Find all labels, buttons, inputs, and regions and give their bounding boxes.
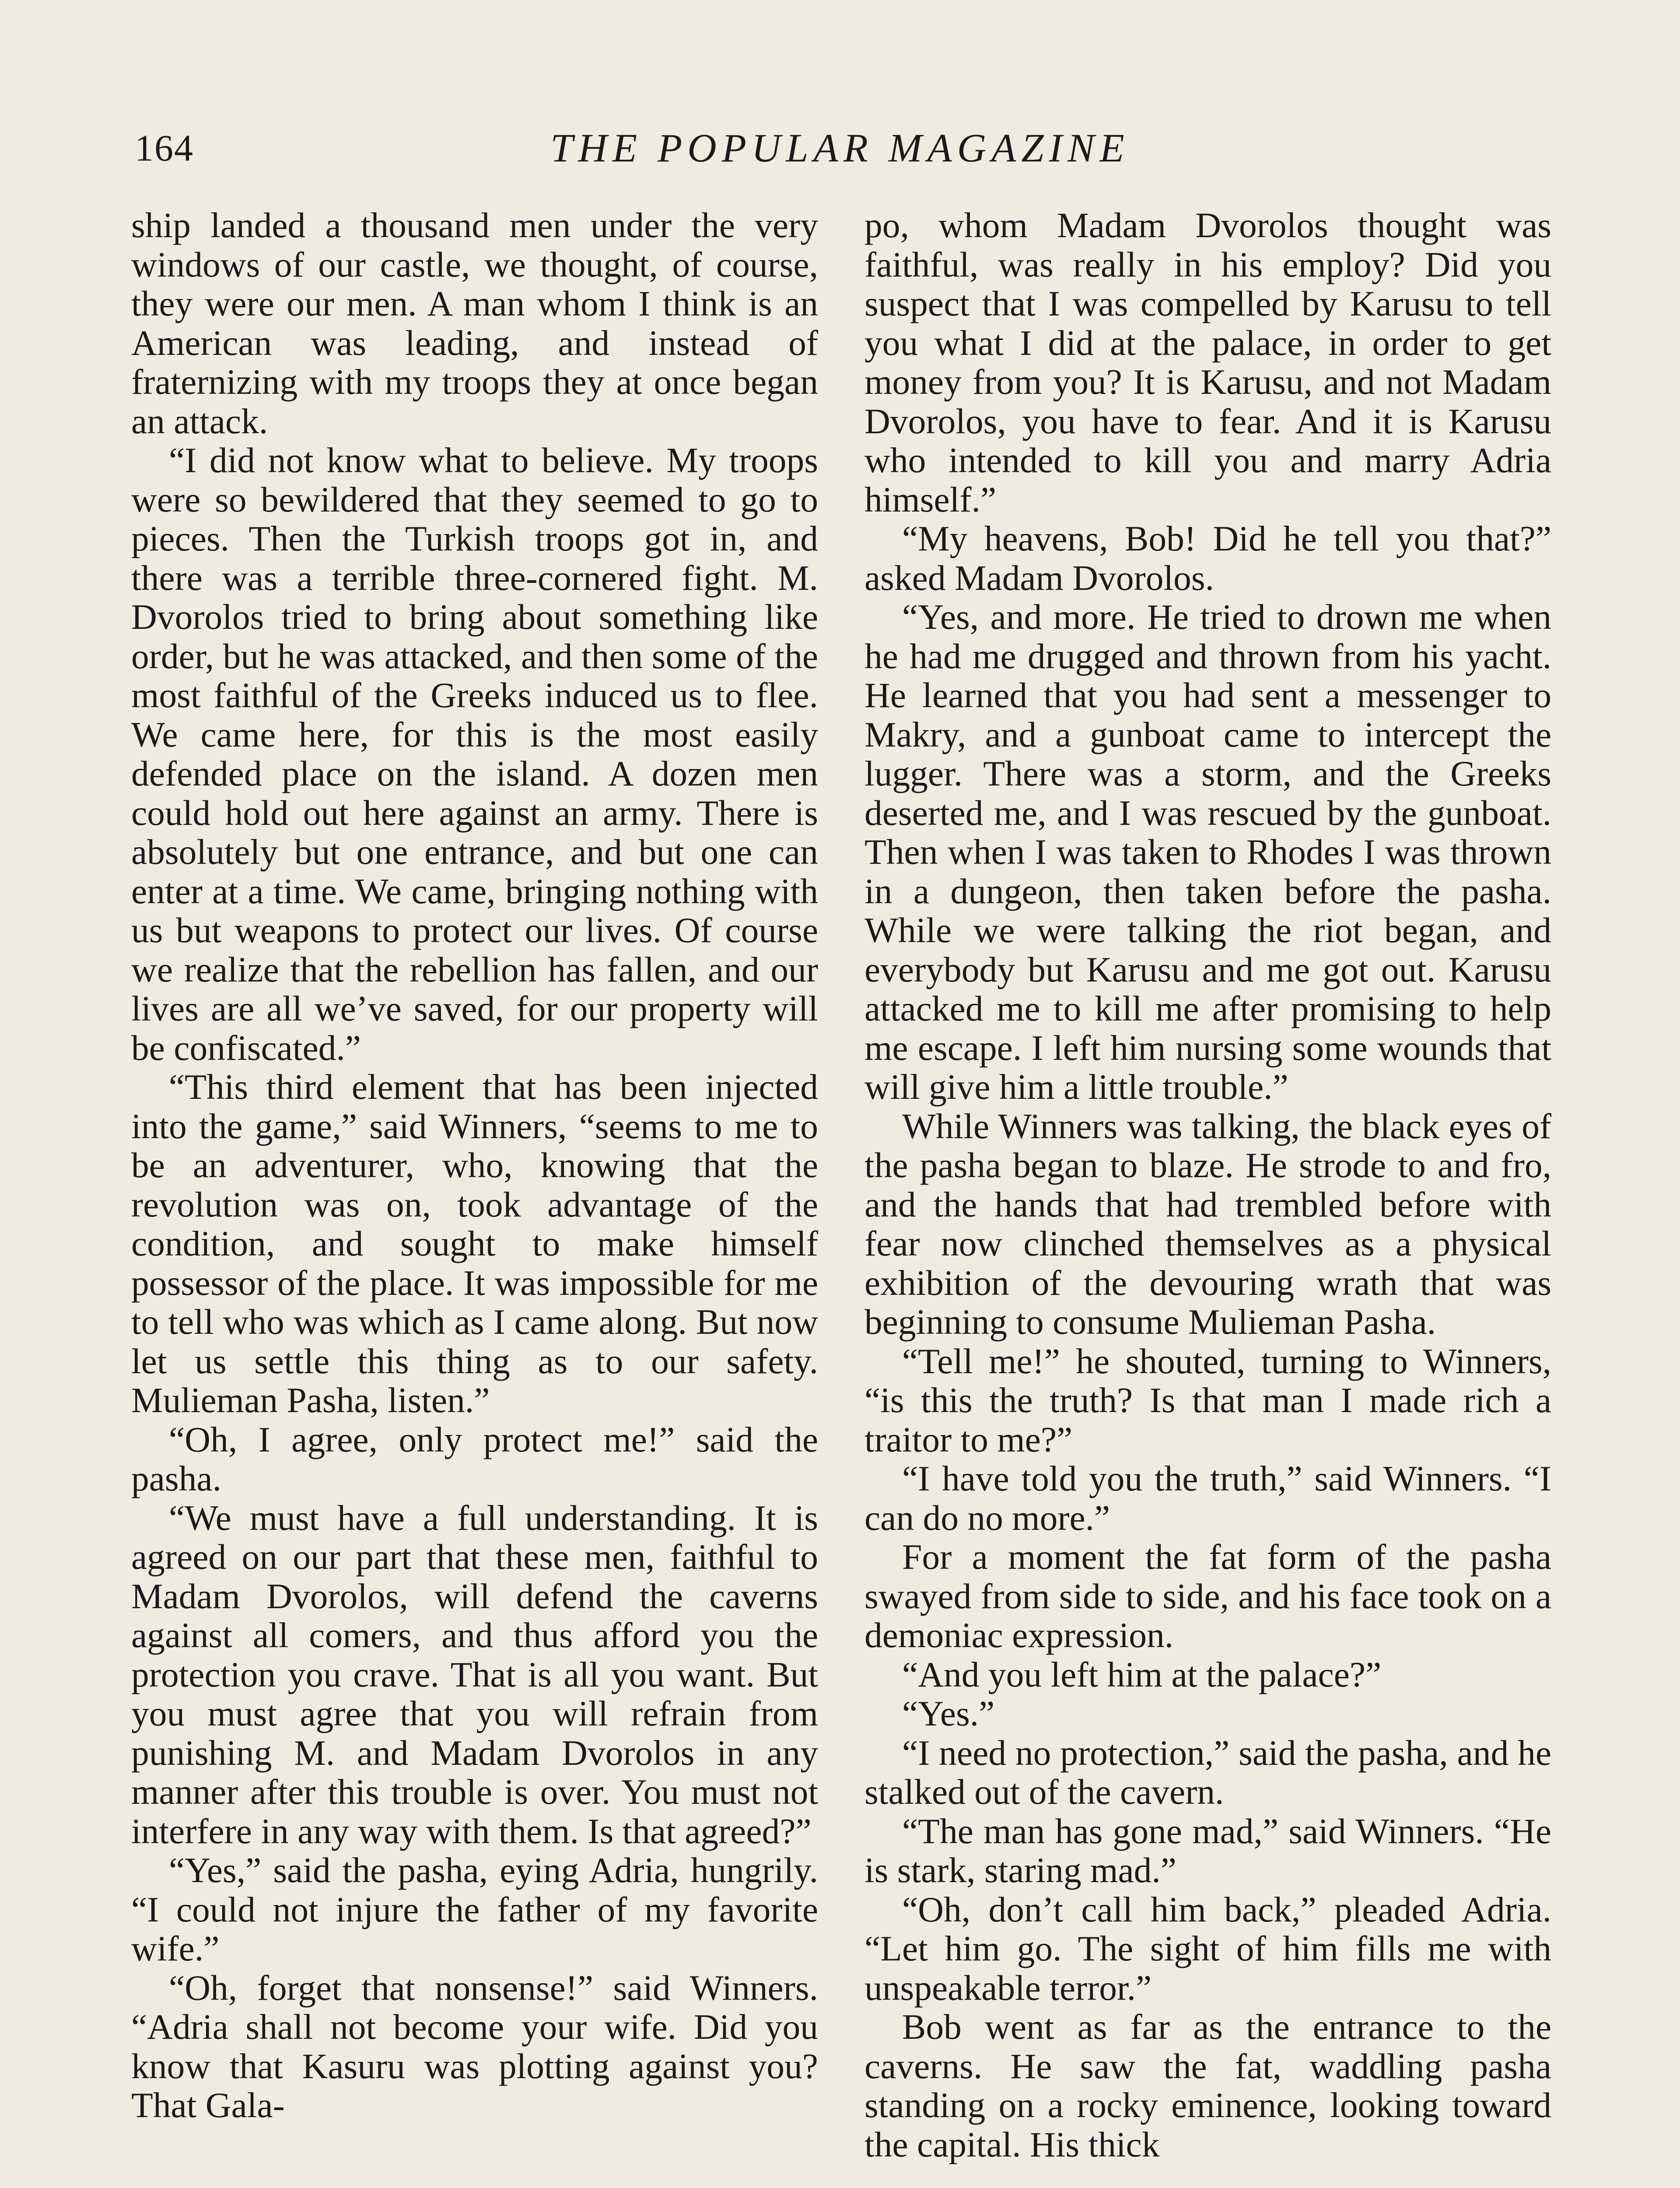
paragraph: While Winners was talking, the black eyes of the pasha began to blaze. He strode to and fro, and the hands that had trembled before with fear now clinched themselves as a physical exhibition of the devouring wrath that was beginning to consume Mulieman Pasha. bbox=[864, 1106, 1551, 1342]
paragraph: For a moment the fat form of the pasha swayed from side to side, and his face took on a demoniac expression. bbox=[864, 1537, 1551, 1655]
magazine-title: THE POPULAR MAGAZINE bbox=[550, 126, 1130, 170]
paragraph: “Yes, and more. He tried to drown me when he had me drugged and thrown from his yacht. He learned that you had sent a messenger to Makry, and a gunboat came to intercept the lugger. There was a storm, and the Greeks deserted me, and I was rescued by the gunboat. Then when I was taken to Rhodes I was thrown in a dungeon, then taken before the pasha. While we were talking the riot began, and everybody but Karusu and me got out. Karusu attacked me to kill me after promising to help me escape. I left him nursing some wounds that will give him a little trouble.” bbox=[864, 597, 1551, 1107]
paragraph: “Oh, forget that nonsense!” said Winners. “Adria shall not become your wife. Did you know that Kasuru was plotting against you? That Gala- bbox=[131, 1967, 818, 2125]
left-column bbox=[131, 206, 818, 2188]
running-head bbox=[131, 117, 1549, 179]
paragraph: “We must have a full understanding. It is agreed on our part that these men, faithful to Madam Dvorolos, will defend the caverns against all comers, and thus afford you the protection you crave. That is all you want. But you must agree that you will refrain from punishing M. and Madam Dvorolos in any manner after this trouble is over. You must not interfere in any way with them. Is that agreed?” bbox=[131, 1497, 818, 1851]
paragraph: “My heavens, Bob! Did he tell you that?” asked Madam Dvorolos. bbox=[864, 519, 1551, 598]
paragraph: po, whom Madam Dvorolos thought was faithful, was really in his employ? Did you suspect that I was compelled by Karusu to tell you what I did at the palace, in order to get money from you? It is Karusu, and not Madam Dvorolos, you have to fear. And it is Karusu who intended to kill you and marry Adria himself.” bbox=[864, 206, 1551, 519]
paragraph: “And you left him at the palace?” bbox=[902, 1654, 1382, 1694]
paragraph: “This third element that has been injected into the game,” said Winners, “seems to me to be an adventurer, who, knowing that the revolution was on, took advantage of the condition, and sought to make himself possessor of the place. It was impossible for me to tell who was which as I came along. But now let us settle this thing as to our safety. Mulieman Pasha, listen.” bbox=[131, 1067, 818, 1420]
paragraph: “I need no protection,” said the pasha, and he stalked out of the cavern. bbox=[864, 1732, 1551, 1812]
paragraph: “Oh, don’t call him back,” pleaded Adria. “Let him go. The sight of him fills me with unspeakable terror.” bbox=[864, 1889, 1551, 2008]
paragraph: “I have told you the truth,” said Winners. “I can do no more.” bbox=[864, 1459, 1551, 1538]
paragraph: Bob went as far as the entrance to the caverns. He saw the fat, waddling pasha standing on a rocky eminence, looking toward the capital. His thick bbox=[864, 2007, 1551, 2164]
page-number: 164 bbox=[135, 127, 194, 169]
paragraph: ship landed a thousand men under the very windows of our castle, we thought, of course, they were our men. A man whom I think is an American was leading, and instead of fraternizing with my troops they at once began an attack. bbox=[131, 206, 818, 441]
right-column bbox=[864, 206, 1551, 2188]
paragraph: “I did not know what to believe. My troops were so bewildered that they seemed to go to pieces. Then the Turkish troops got in, and there was a terrible three-cornered fight. M. Dvorolos tried to bring about something like order, but he was attacked, and then some of the most faithful of the Greeks induced us to flee. We came here, for this is the most easily defended place on the island. A dozen men could hold out here against an army. There is absolutely but one entrance, and but one can enter at a time. We came, bringing nothing with us but weapons to protect our lives. Of course we realize that the rebellion has fallen, and our lives are all we’ve saved, for our property will be confiscated.” bbox=[131, 440, 818, 1068]
paragraph: “Oh, I agree, only protect me!” said the pasha. bbox=[131, 1419, 818, 1498]
paragraph: “Yes,” said the pasha, eying Adria, hungrily. “I could not injure the father of my favorite wife.” bbox=[131, 1850, 818, 1968]
paragraph: “Tell me!” he shouted, turning to Winners, “is this the truth? Is that man I made rich a traitor to me?” bbox=[864, 1341, 1551, 1459]
paragraph: “Yes.” bbox=[902, 1694, 995, 1733]
paragraph: “The man has gone mad,” said Winners. “He is stark, staring mad.” bbox=[864, 1811, 1551, 1890]
